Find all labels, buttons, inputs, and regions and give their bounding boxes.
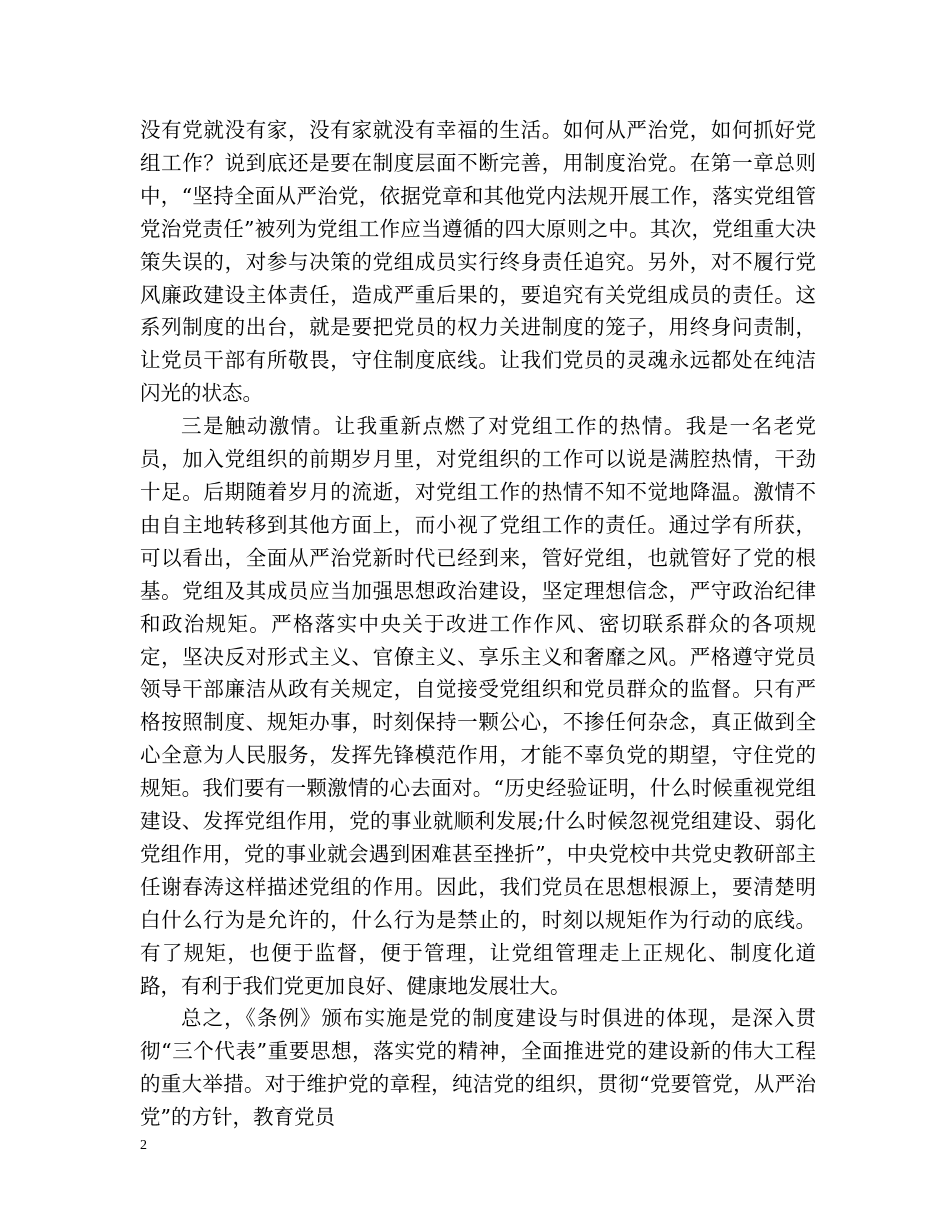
- paragraph-3: 总之，《条例》颁布实施是党的制度建设与时俱进的体现，是深入贯彻“三个代表”重要思想，落实党的精神，全面推进党的建设新的伟大工程的重大举措。对于维护党的章程，纯洁党的组织，贯彻“党要管党，从严治党”的方针，教育党员: [140, 1006, 816, 1130]
- paragraph-1: 没有党就没有家，没有家就没有幸福的生活。如何从严治党，如何抓好党组工作？说到底还是要在制度层面不断完善，用制度治党。在第一章总则中，“坚持全面从严治党，依据党章和其他党内法规开展工作，落实党组管党治党责任”被列为党组工作应当遵循的四大原则之中。其次，党组重大决策失误的，对参与决策的党组成员实行终身责任追究。另外，对不履行党风廉政建设主体责任，造成严重后果的，要追究有关党组成员的责任。这系列制度的出台，就是要把党员的权力关进制度的笼子，用终身问责制，让党员干部有所敬畏，守住制度底线。让我们党员的灵魂永远都处在纯洁闪光的状态。: [140, 118, 816, 406]
- document-body: [140, 114, 816, 1134]
- page-number: 2: [140, 1138, 147, 1153]
- paragraph-2: 三是触动激情。让我重新点燃了对党组工作的热情。我是一名老党员，加入党组织的前期岁月里，对党组织的工作可以说是满腔热情，干劲十足。后期随着岁月的流逝，对党组工作的热情不知不觉地降温。激情不由自主地转移到其他方面上，而小视了党组工作的责任。通过学有所获，可以看出，全面从严治党新时代已经到来，管好党组，也就管好了党的根基。党组及其成员应当加强思想政治建设，坚定理想信念，严守政治纪律和政治规矩。严格落实中央关于改进工作作风、密切联系群众的各项规定，坚决反对形式主义、官僚主义、享乐主义和奢靡之风。严格遵守党员领导干部廉洁从政有关规定，自觉接受党组织和党员群众的监督。只有严格按照制度、规矩办事，时刻保持一颗公心，不掺任何杂念，真正做到全心全意为人民服务，发挥先锋模范作用，才能不辜负党的期望，守住党的规矩。我们要有一颗激情的心去面对。“历史经验证明，什么时候重视党组建设、发挥党组作用，党的事业就顺利发展;什么时候忽视党组建设、弱化党组作用，党的事业就会遇到困难甚至挫折”，中央党校中共党史教研部主任谢春涛这样描述党组的作用。因此，我们党员在思想根源上，要清楚明白什么行为是允许的，什么行为是禁止的，时刻以规矩作为行动的底线。有了规矩，也便于监督，便于管理，让党组管理走上正规化、制度化道路，有利于我们党更加良好、健康地发展壮大。: [140, 414, 816, 998]
